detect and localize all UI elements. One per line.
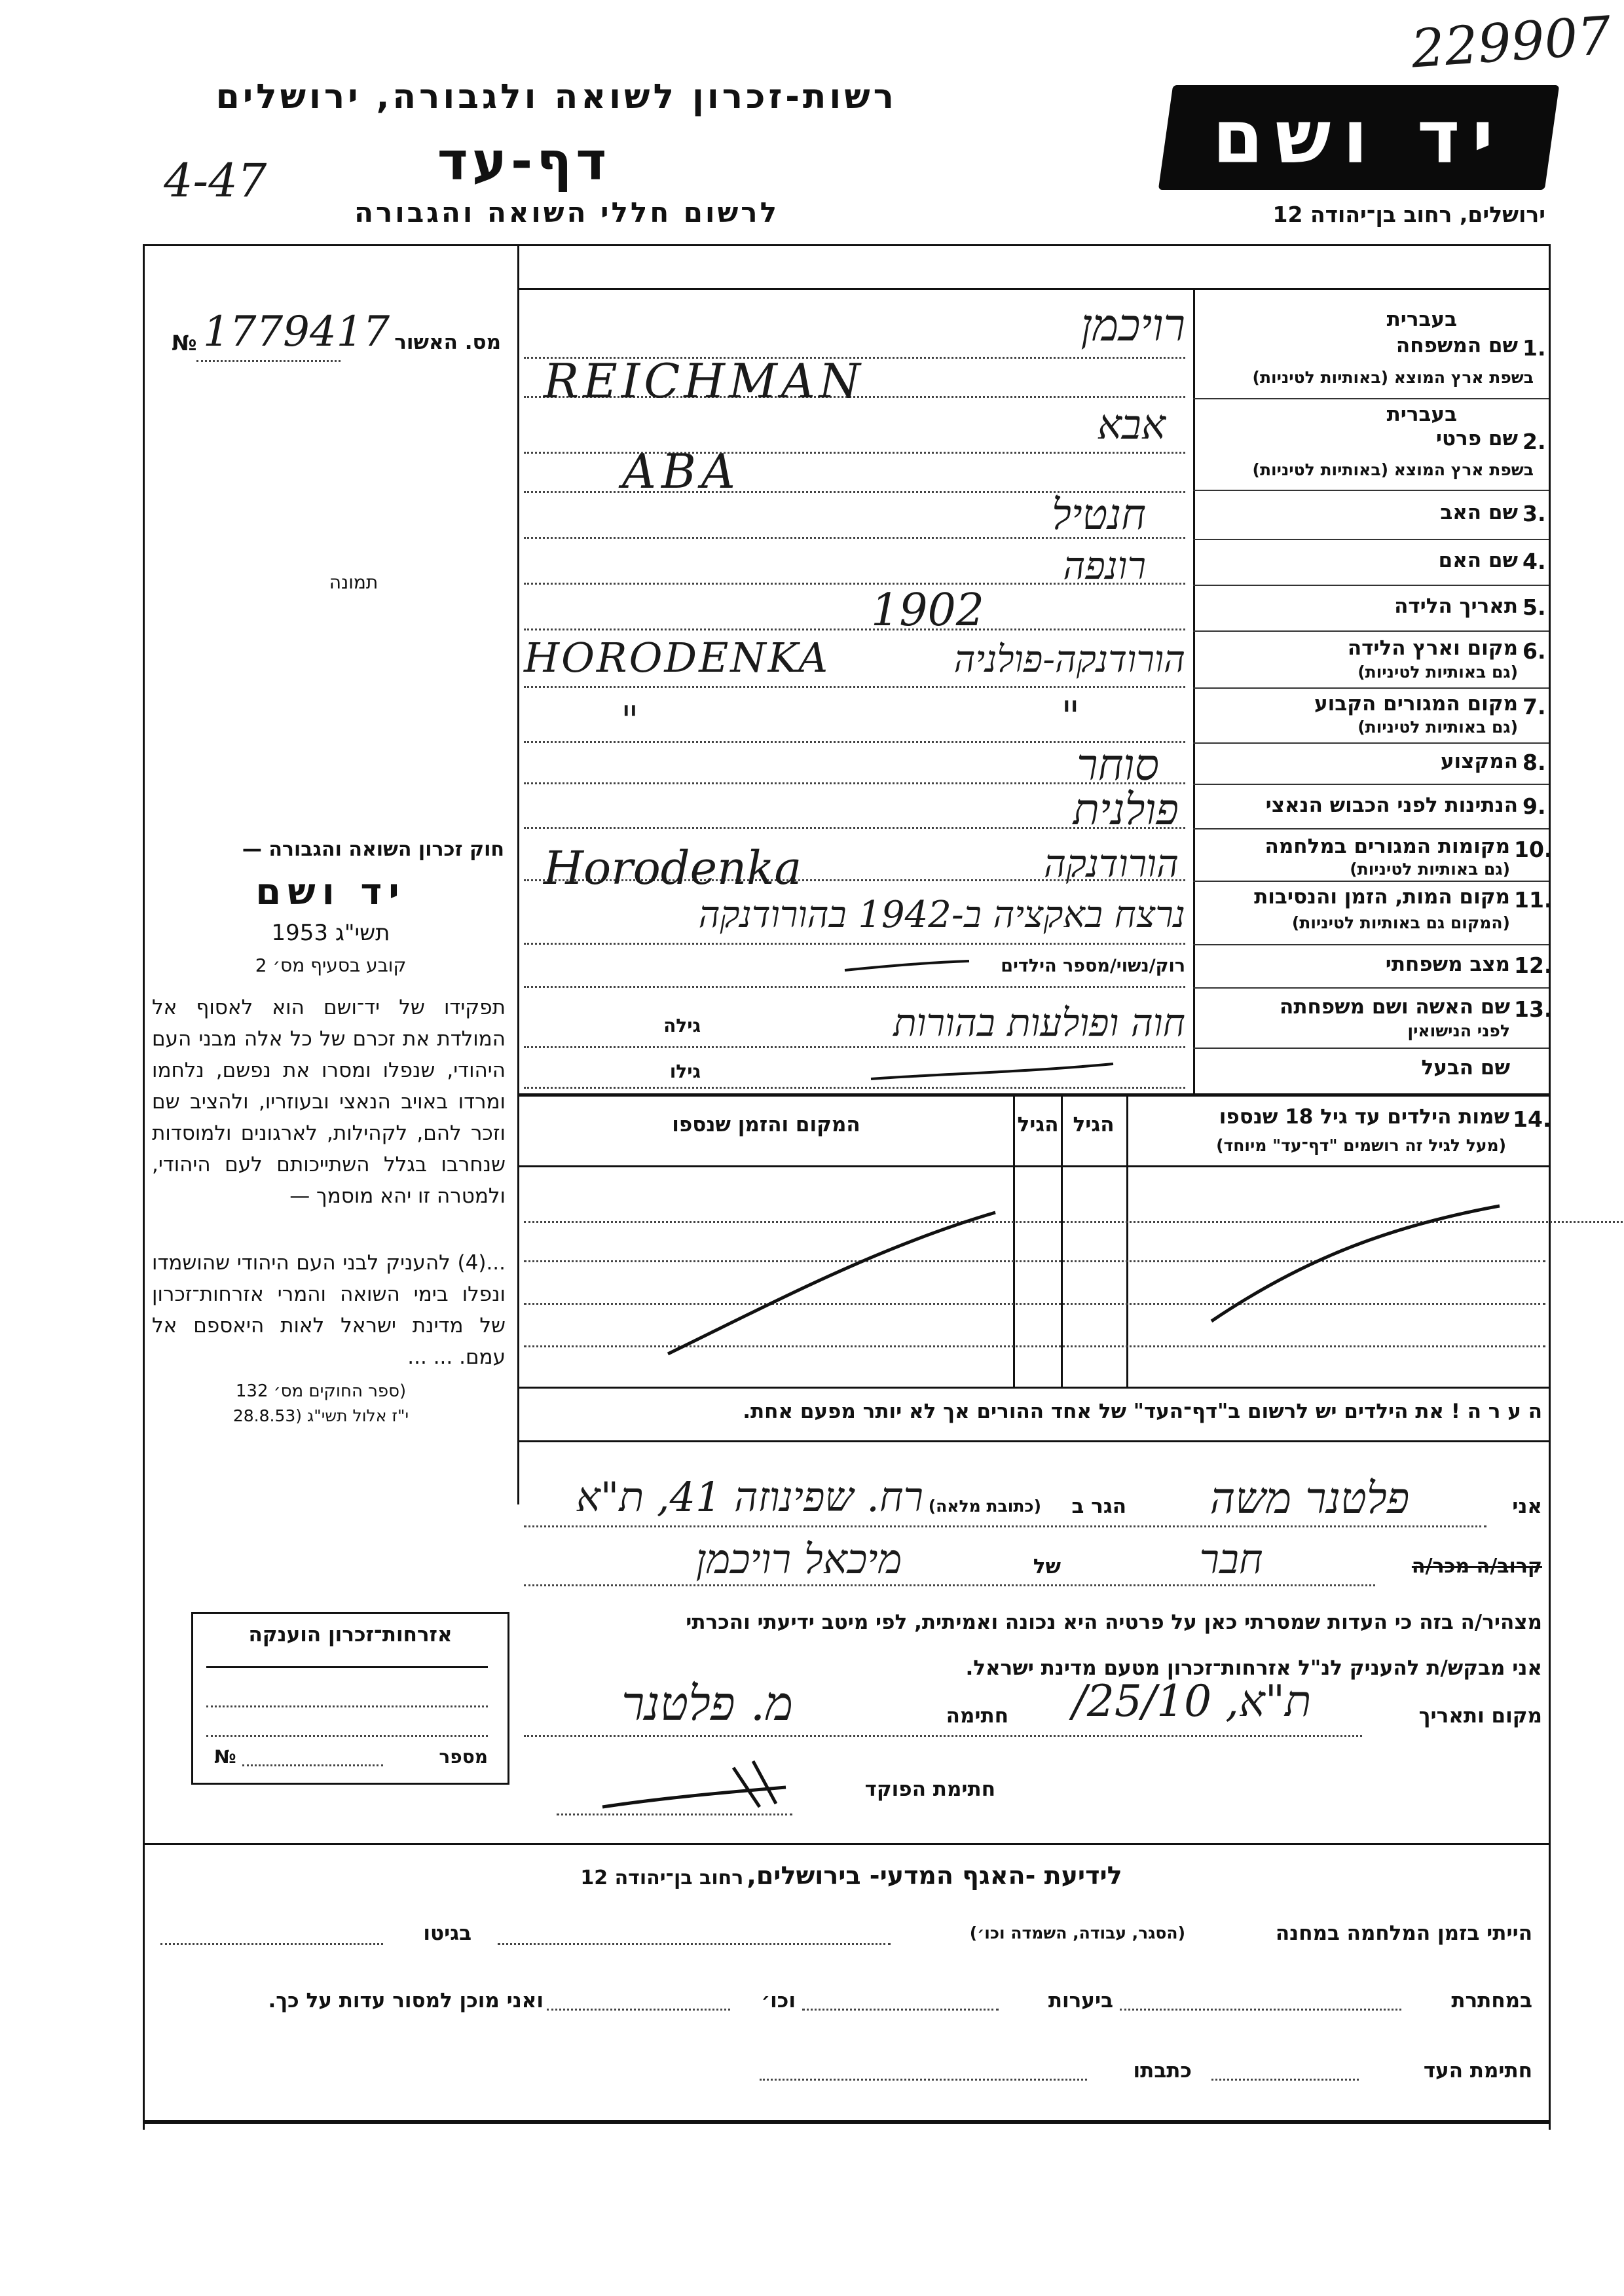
approval-number: 1779417 <box>203 308 390 356</box>
field-6-value-he: הורודנקה-פולניה <box>953 638 1185 681</box>
field-10-value-lat: Horodenka <box>544 841 802 895</box>
relation-label: קרוב/ה מכר/ה <box>1411 1555 1542 1578</box>
field-7-note: (גם באותיות לטיניות) <box>1357 718 1518 737</box>
footer-line1-end: בגיטו <box>423 1922 471 1945</box>
field-6-number: 6. <box>1522 638 1546 664</box>
field-12-label: מצב משפחתי <box>1385 953 1510 976</box>
field-1-hebrew-tag: בעברית <box>1386 308 1457 331</box>
certificate-title: אזרחות־זכרון הוענקה <box>248 1623 452 1647</box>
field-11-number: 11. <box>1514 887 1553 913</box>
certificate-number-label: מספר <box>439 1746 488 1768</box>
certificate-no-prefix: № <box>214 1746 236 1768</box>
footer-line3-dots-1 <box>1211 2079 1359 2081</box>
signature-label: חתימה <box>946 1704 1008 1728</box>
law-year: תשי"ג 1953 <box>271 920 390 946</box>
footer-line3-dots-2 <box>760 2079 1087 2081</box>
footer-line1-dots <box>498 1943 891 1945</box>
field-11-value: נרצח באקציה ב-1942 בהורודנקה <box>698 894 1185 936</box>
officer-label: חתימת הפוקד <box>864 1777 995 1801</box>
witness-address: רח. שפינוזה 41, ת"א <box>576 1473 923 1521</box>
col-age-right: הגיל <box>1073 1113 1115 1137</box>
field-1-number: 1. <box>1522 335 1546 361</box>
officer-line <box>557 1813 792 1815</box>
footer-line3-end: כתבתו <box>1133 2059 1192 2083</box>
footer-line2-etc: וכו׳ <box>761 1989 796 2013</box>
form-title: דף-עד <box>437 131 611 192</box>
husband-label: שם הבעל <box>1421 1056 1510 1080</box>
field-10-note: (גם באותיות לטיניות) <box>1350 860 1510 879</box>
field-10-number: 10. <box>1514 837 1553 862</box>
field-4-value: רונפה <box>1063 543 1146 588</box>
footer-line1-note: (הסגר, עבודה, השמדה וכו׳) <box>969 1923 1185 1942</box>
field-9-value: פולנית <box>1073 784 1179 835</box>
logo-text: יד ושם <box>1212 95 1505 180</box>
field-1-value-lat: REICHMAN <box>544 354 864 409</box>
handwritten-code: 4-47 <box>164 154 267 208</box>
field-2-label: שם פרטי <box>1435 427 1518 450</box>
field-13-label: שם האשה ושם משפחתה <box>1280 995 1510 1019</box>
statement-2: אני מבקש/ת להעניק לנ"ל אזרחות־זכרון מטעם מדינת ישראל. <box>965 1656 1542 1680</box>
certificate-line <box>206 1705 488 1707</box>
children-note: (מעל לגיל זה רושמים "דף־עד" מיוחד) <box>1216 1136 1506 1155</box>
statement-1: מצהיר/ה בזה כי העדות שמסרתי כאן על פרטיה היא נכונה ואמיתית, לפי מיטב ידיעתי והכרתי <box>686 1611 1542 1634</box>
law-clause: קובע בסעיף מס׳ 2 <box>255 955 407 976</box>
footer-address: רחוב בן־יהודה 12 <box>580 1867 744 1889</box>
footer-line2-dots-3 <box>547 2009 730 2011</box>
field-13-age-label: גילה <box>663 1015 701 1036</box>
field-10-label: מקומות המגורים במלחמה <box>1264 835 1510 858</box>
of-value: מיכאל רויכמן <box>695 1535 902 1583</box>
law-date: י"ז אלול תשי"ג (28.8.53 <box>232 1406 409 1425</box>
footer-line3-start: חתימת העד <box>1423 2059 1532 2083</box>
approval-no-prefix: № <box>172 331 197 355</box>
of-label: של <box>1033 1555 1061 1578</box>
field-13-note: לפני הנישואין <box>1407 1021 1510 1040</box>
law-title: חוק זכרון השואה והגבורה — <box>242 838 504 861</box>
footer-line2-dots-1 <box>1120 2009 1401 2011</box>
field-3-value: חנטיל <box>1051 491 1146 539</box>
field-2-value-lat: ABA <box>622 444 741 499</box>
footer-title-row <box>458 1861 1244 1890</box>
husband-age-label: גילו <box>669 1061 701 1082</box>
address-line: ירושלים, רחוב בן־יהודה 12 <box>1272 202 1545 227</box>
relation-value: חבר <box>1199 1535 1263 1583</box>
field-1-note: בשפת ארץ המוצא (באותיות לטיניות) <box>1252 368 1534 387</box>
footer-line1-start: הייתי בזמן המלחמה במחנה <box>1275 1922 1532 1945</box>
place-date-label: מקום ותאריך <box>1418 1704 1542 1728</box>
field-8-label: המקצוע <box>1440 750 1518 773</box>
law-source: (ספר החוקים מס׳ 132 <box>235 1381 407 1401</box>
field-7-number: 7. <box>1522 694 1546 720</box>
field-2-number: 2. <box>1522 429 1546 454</box>
field-11-note: (המקום גם באותיות לטיניות) <box>1291 913 1510 932</box>
children-number: 14. <box>1513 1106 1551 1132</box>
col-age-left: הגיל <box>1017 1113 1059 1137</box>
field-4-number: 4. <box>1522 549 1546 574</box>
approval-label: מס. האשור <box>394 331 501 354</box>
certificate-rule <box>206 1666 488 1668</box>
footer-line1-dots-2 <box>160 1943 383 1945</box>
footer-line2-start: במחתרת <box>1451 1989 1532 2013</box>
resident-label: הגר ב <box>1071 1495 1126 1518</box>
field-5-number: 5. <box>1522 594 1546 620</box>
field-7-value-lat: " <box>621 698 639 744</box>
field-3-number: 3. <box>1522 501 1546 526</box>
witness-name: פלטנר משה <box>1209 1473 1410 1523</box>
field-12-inline: רוק/נשוי/מספר הילדים <box>1001 956 1185 976</box>
field-7-value-he: " <box>1061 693 1080 741</box>
field-5-value: 1902 <box>871 585 985 636</box>
field-11-label: מקום המות, הזמן והנסיבות <box>1254 885 1510 909</box>
field-1-value-he: רויכמן <box>1080 300 1185 352</box>
footer-line2-dots-2 <box>802 2009 999 2011</box>
footer-top <box>143 1843 1551 1845</box>
field-13-number: 13. <box>1514 996 1553 1022</box>
field-8-number: 8. <box>1522 750 1546 775</box>
field-5-label: תאריך הלידה <box>1394 594 1518 618</box>
field-1-label: שם המשפחה <box>1395 334 1518 357</box>
authority-line: רשות-זכרון לשואה ולגבורה, ירושלים <box>215 77 897 117</box>
field-13-value: חוה ופולעות בהורות <box>893 1000 1185 1045</box>
address-note: (כתובת מלאה) <box>928 1497 1041 1516</box>
field-2-value-he: אבא <box>1097 401 1166 448</box>
law-name: יד ושם <box>255 871 406 913</box>
field-2-note: בשפת ארץ המוצא (באותיות לטיניות) <box>1252 460 1534 479</box>
field-10-value-he: הורודנקה <box>1044 841 1179 886</box>
field-9-label: הנתינות לפני הכבוש הנאצי <box>1265 793 1518 817</box>
footer-line2-end: ואני מוכן למסור עדות על כך. <box>268 1989 544 2013</box>
field-12-number: 12. <box>1514 953 1553 978</box>
field-7-label: מקום המגורים הקבוע <box>1314 692 1518 716</box>
field-6-note: (גם באותיות לטיניות) <box>1357 663 1518 682</box>
decl-i-label: אני <box>1512 1495 1542 1518</box>
field-4-label: שם האם <box>1438 549 1518 572</box>
archive-number: 229907 <box>1409 5 1613 80</box>
field-2-hebrew-tag: בעברית <box>1386 403 1457 426</box>
certificate-line <box>206 1735 488 1737</box>
certificate-number-line <box>242 1764 383 1766</box>
col-place: המקום והזמן שנספו <box>672 1113 860 1137</box>
field-3-label: שם האב <box>1440 501 1518 524</box>
remark-text: ה ע ר ה ! את הילדים יש לרשום ב"דף־העד" של אחד ההורים אך לא יותר מפעם אחת. <box>743 1400 1542 1423</box>
children-label: שמות הילדים עד גיל 18 שנספו <box>1219 1105 1509 1129</box>
place-date-value: ת"א, 25/10/ <box>1072 1676 1312 1726</box>
certificate-box <box>191 1612 509 1785</box>
field-6-value-lat: HORODENKA <box>524 634 830 682</box>
form-subtitle: לרשום חללי השואה והגבורה <box>354 196 779 228</box>
signature-value: מ. פלטנר <box>621 1676 794 1731</box>
field-9-number: 9. <box>1522 793 1546 819</box>
footer-line2-mid: ביערות <box>1048 1989 1113 2013</box>
law-text-1: תפקידו של יד־ושם הוא לאסוף אל המולדת את זכרם של כל אלה מבני העם היהודי, שנפלו ומסרו את נפשם, נלחמו ומרדו באויב הנאצי ובעוזריו, ולהציב שם וזכר להם, לקהילות, לארגונים ולמוסדות שנחרבו בגלל השתייכותם לעם היהודי, ולמטרה זו יהא מוסמך — <box>152 996 506 1208</box>
law-text-2: ...(4) להעניק לבני העם היהודי שהושמדו ונפלו בימי השואה והמרי אזרחות־זכרון של מדינת ישראל לאות היאספם אל עמם. ... ... <box>152 1251 506 1369</box>
photo-label: תמונה <box>329 572 378 593</box>
footer-title: לידיעת -האגף המדעי- בירושלים, <box>747 1861 1122 1890</box>
field-8-value: סוחר <box>1077 740 1159 790</box>
field-6-label: מקום וארץ הלידה <box>1347 636 1518 660</box>
